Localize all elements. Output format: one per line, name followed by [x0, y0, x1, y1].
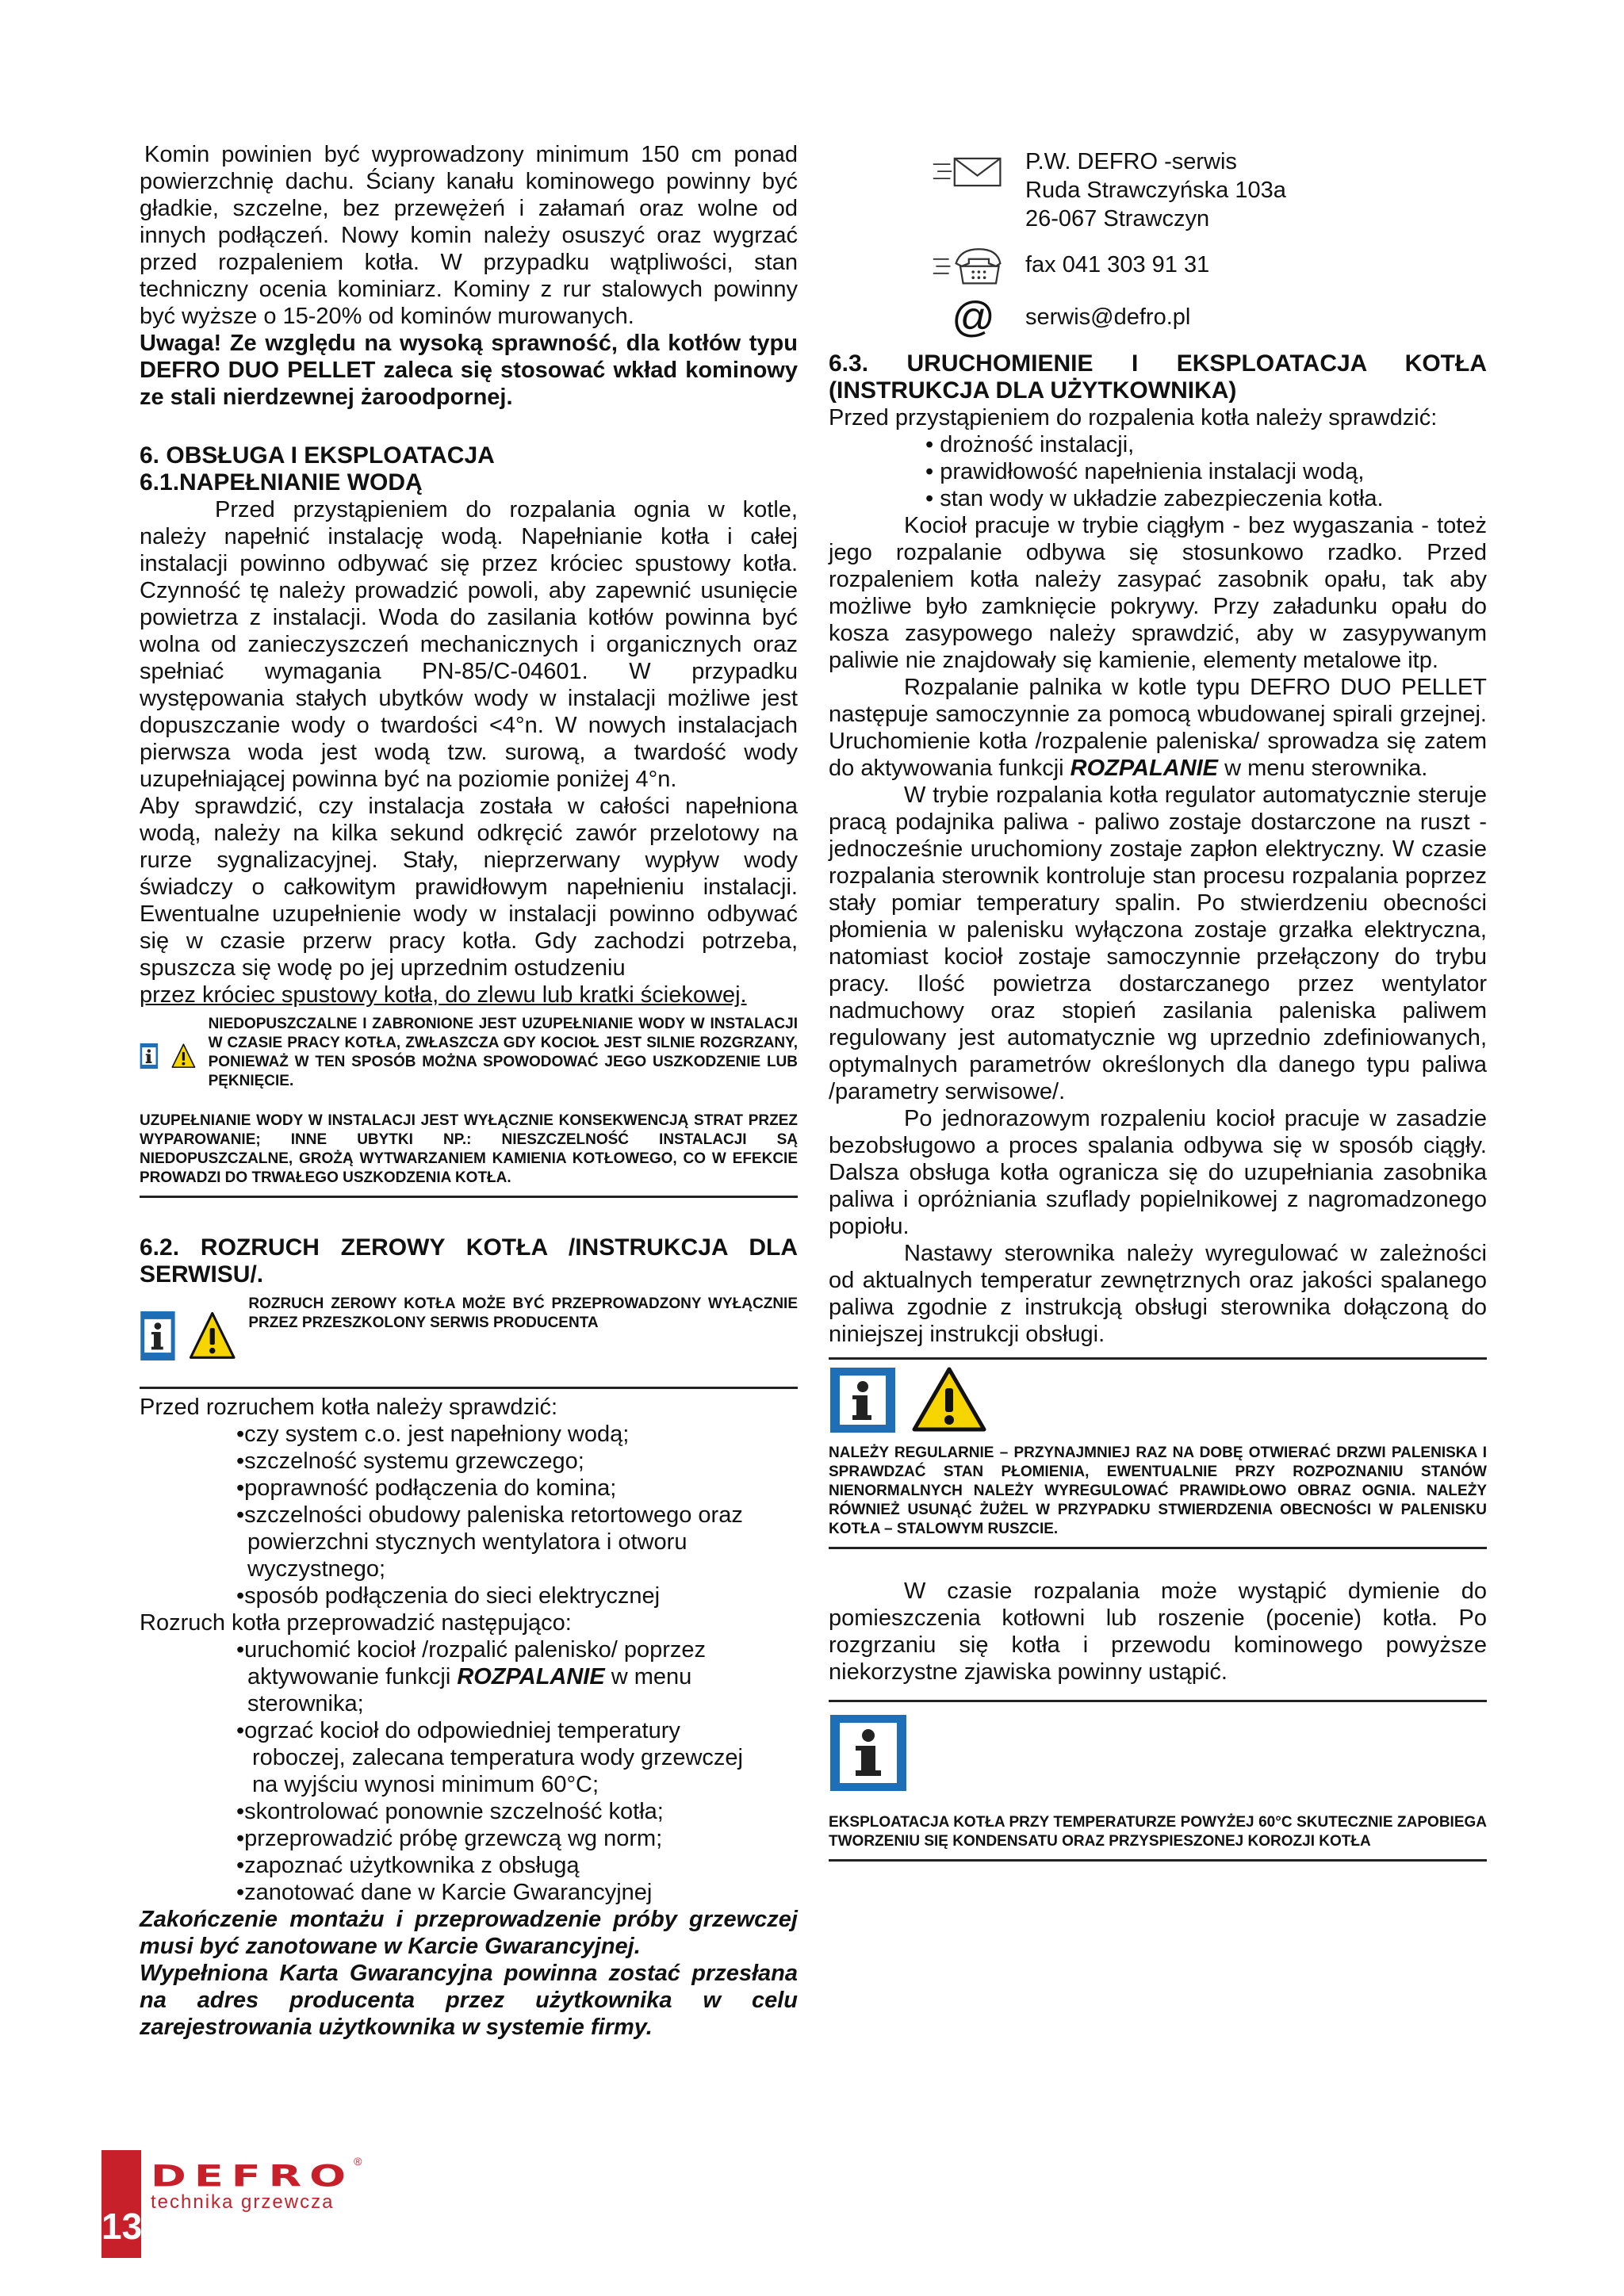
- warning-1-text: NIEDOPUSZCZALNE I ZABRONIONE JEST UZUPEŁNIANIE WODY W INSTALACJI W CZASIE PRACY KOTŁA, ZWŁASZCZA GDY KOCIOŁ JEST SILNIE ROZGRZANY, PONIEWAŻ W TEN SPOSÓB MOŻNA SPOWODOWAĆ JEGO USZKODZENIE LUB PĘKNIĘCIE.: [208, 1016, 798, 1089]
- section-6-title: 6. OBSŁUGA I EKSPLOATACJA: [140, 442, 495, 469]
- left-column: [140, 141, 798, 2041]
- startup-list: [140, 1636, 798, 1906]
- closing-note-1: Zakończenie montażu i przeprowadzenie próby grzewczej musi być zanotowane w Karcie Gwarancyjnej.: [140, 1907, 798, 1959]
- divider: [829, 1357, 1487, 1360]
- info-icon: [140, 1015, 159, 1097]
- warning-box-4: [829, 1713, 1487, 1799]
- contact-city: 26-067 Strawczyn: [1025, 206, 1210, 232]
- contact-name: P.W. DEFRO -serwis: [1025, 149, 1237, 174]
- fill-paragraph-2-last-text: przez króciec spustowy kotła, do zlewu lub kratki ściekowej.: [140, 982, 747, 1008]
- divider: [829, 1859, 1487, 1862]
- info-icon: [140, 1295, 176, 1377]
- list-item: •czy system c.o. jest napełniony wodą;: [236, 1422, 630, 1447]
- check-intro: Przed przystąpieniem do rozpalenia kotła należy sprawdzić:: [829, 405, 1438, 430]
- fill-paragraph-2: Aby sprawdzić, czy instalacja została w całości napełniona wodą, należy na kilka sekund odkręcić zawór przelotowy na rurze sygnalizacyjnej. Stały, nieprzerwany wypływ wody świadczy o całkowitym prawidłowym napełnieniu instalacji. Ewentualne uzupełnienie wody w instalacji powinno odbywać się w czasie przerw pracy kotła. Gdy zachodzi potrzeba, spuszcza się wodę po jej uprzednim ostudzeniu: [140, 794, 798, 981]
- warning-2-text: ROZRUCH ZEROWY KOTŁA MOŻE BYĆ PRZEPROWADZONY WYŁĄCZNIE PRZEZ PRZESZKOLONY SERWIS PRODUCENTA: [248, 1295, 798, 1331]
- list-item-text: aktywowanie funkcji: [247, 1664, 458, 1689]
- list-item: roboczej, zalecana temperatura wody grzewczej: [252, 1745, 743, 1770]
- check-intro: Przed rozruchem kotła należy sprawdzić:: [140, 1395, 558, 1420]
- warning-1-extra: UZUPEŁNIANIE WODY W INSTALACJI JEST WYŁĄCZNIE KONSEKWENCJĄ STRAT PRZEZ WYPAROWANIE; INNE UBYTKI NP.: NIESZCZELNOŚĆ INSTALACJI SĄ NIEDOPUSZCZALNE, GROŻĄ WYTWARZANIEM KAMIENIA KOTŁOWEGO, CO W EFEKCIE PROWADZI DO TRWAŁEGO USZKODZENIA KOTŁA.: [140, 1112, 798, 1186]
- warning-4-text: EKSPLOATACJA KOTŁA PRZY TEMPERATURZE POWYŻEJ 60°C SKUTECZNIE ZAPOBIEGA TWORZENIU SIĘ KONDENSATU ORAZ PRZYSPIESZONEJ KOROZJI KOTŁA: [829, 1814, 1487, 1850]
- list-item: •uruchomić kocioł /rozpalić palenisko/ poprzez: [236, 1637, 707, 1663]
- paragraph-text: Rozpalanie palnika w kotle typu DEFRO DUO PELLET następuje samoczynnie za pomocą wbudowanej spirali grzejnej. Uruchomienie kotła /rozpalenie paleniska/ sprowadza się zatem do aktywowania funkcji: [829, 675, 1487, 781]
- list-item: wyczystnego;: [247, 1556, 386, 1582]
- contact-email[interactable]: serwis@defro.pl: [1025, 304, 1191, 330]
- brand-name: DEFRO: [151, 2158, 354, 2194]
- list-item: • prawidłowość napełnienia instalacji wodą,: [925, 459, 1365, 484]
- list-item: •zapoznać użytkownika z obsługą: [236, 1853, 580, 1878]
- list-item: •sposób podłączenia do sieci elektrycznej: [236, 1583, 661, 1609]
- contact-street: Ruda Strawczyńska 103a: [1025, 178, 1286, 203]
- divider: [829, 1700, 1487, 1702]
- brand-tagline: technika grzewcza: [151, 2191, 335, 2213]
- warning-box-3: [829, 1366, 1487, 1434]
- closing-note-2: Wypełniona Karta Gwarancyjna powinna zostać przesłana na adres producenta przez użytkownika w celu zarejestrowania użytkownika w systemie firmy.: [140, 1961, 798, 2040]
- fill-paragraph-1: Przed przystąpieniem do rozpalania ognia w kotle, należy napełnić instalację wodą. Napełnianie kotła i całej instalacji powinno odbywać się przez króciec spustowy kotła. Czynność tę należy prowadzić powoli, aby zapewnić usunięcie powietrza z instalacji. Woda do zasilania kotłów powinna być wolna od zanieczyszczeń mechanicznych i organicznych oraz spełniać wymagania PN-85/C-04601. W przypadku występowania stałych ubytków wody w instalacji możliwe jest dopuszczanie wody o twardości <4°n. W nowych instalacjach pierwsza woda jest wodą tzw. surową, a twardość wody uzupełniającej powinna być na poziomie poniżej 4°n.: [140, 497, 798, 792]
- list-item: [236, 1663, 798, 1690]
- list-item: • stan wody w układzie zabezpieczenia kotła.: [925, 486, 1384, 511]
- at-symbol: @: [952, 293, 995, 341]
- list-item: powierzchni stycznych wentylatora i otworu: [247, 1529, 688, 1555]
- operation-paragraph-1: Kocioł pracuje w trybie ciągłym - bez wygaszania - toteż jego rozpalanie odbywa się stosunkowo rzadko. Przed rozpaleniem kotła należy zasypać zasobnik opału, tak aby możliwe było zamknięcie pokrywy. Przy załadunku opału do kosza zasypowego należy sprawdzić, aby w zasypywanym paliwie nie znajdowały się kamienie, elementy metalowe itp.: [829, 513, 1487, 673]
- startup-intro: Rozruch kotła przeprowadzić następująco:: [140, 1610, 572, 1636]
- paragraph-text: w menu sterownika.: [1218, 756, 1428, 781]
- warning-3-text: NALEŻY REGULARNIE – PRZYNAJMNIEJ RAZ NA DOBĘ OTWIERAĆ DRZWI PALENISKA I SPRAWDZAĆ STAN PŁOMIENIA, EWENTUALNIE PRZY ROZPOZNANIU STANÓW NIENORMALNYCH NALEŻY WYREGULOWAĆ PRAWIDŁOWO OBRAZ OGNIA. NALEŻY RÓWNIEŻ USUNĄĆ ŻUŻEL W PRZYPADKU STWIERDZENIA OBECNOŚCI W PALENISKU KOTŁA – STALOWYM RUSZCIE.: [829, 1445, 1487, 1537]
- warning-triangle-icon: [189, 1295, 236, 1377]
- envelope-icon: [932, 152, 1003, 233]
- check-list: [829, 431, 1487, 512]
- list-item: •ogrzać kocioł do odpowiedniej temperatury: [236, 1718, 680, 1743]
- operation-paragraph-3: W trybie rozpalania kotła regulator automatycznie steruje pracą podajnika paliwa - paliwo zostaje dostarczone na ruszt - jednocześnie uruchomiony zostaje zapłon elektryczny. W czasie rozpalania sterownik kontroluje stan procesu rozpalania poprzez stały pomiar temperatury spalin. Po stwierdzeniu obecności płomienia w palenisku wyłączona zostaje grzałka elektryczna, natomiast kocioł zostaje samoczynnie przełączony do trybu pracy. Ilość powietrza dostarczanego przez wentylator nadmuchowy oraz stopień zasilania paleniska paliwem regulowany jest automatycznie wg uprzednio zdefiniowanych, optymalnych parametrów określonych dla danego typu paliwa /parametry serwisowe/.: [829, 783, 1487, 1104]
- operation-paragraph-2: [829, 674, 1487, 782]
- list-item: na wyjściu wynosi minimum 60°C;: [252, 1772, 599, 1797]
- operation-paragraph-4: Po jednorazowym rozpaleniu kocioł pracuje w zasadzie bezobsługowo a proces spalania odbywa się w sposób ciągły. Dalsza obsługa kotła ogranicza się do uzupełniania zasobnika paliwa i opróżniania szuflady popielnikowej z nagromadzonego popiołu.: [829, 1106, 1487, 1239]
- chimney-warning: Uwaga! Ze względu na wysoką sprawność, dla kotłów typu DEFRO DUO PELLET zaleca się stosować wkład kominowy ze stali nierdzewnej żaroodpornej.: [140, 331, 798, 410]
- info-icon: [829, 1713, 908, 1793]
- list-item: •poprawność podłączenia do komina;: [236, 1475, 617, 1501]
- warning-box-1: [140, 1015, 798, 1097]
- check-list: [140, 1421, 798, 1609]
- list-item: sterownika;: [247, 1691, 364, 1716]
- at-icon: [932, 293, 1003, 341]
- section-6-3-title: 6.3. URUCHOMIENIE I EKSPLOATACJA KOTŁA (INSTRUKCJA DLA UŻYTKOWNIKA): [829, 350, 1487, 404]
- info-icon: [829, 1366, 897, 1434]
- section-6-2-title: 6.2. ROZRUCH ZEROWY KOTŁA /INSTRUKCJA DLA SERWISU/.: [140, 1234, 798, 1288]
- list-item: • drożność instalacji,: [925, 432, 1135, 457]
- divider: [140, 1387, 798, 1389]
- registered-mark: ®: [354, 2155, 362, 2168]
- contact-fax: fax 041 303 91 31: [1025, 252, 1210, 277]
- operation-paragraph-6: W czasie rozpalania może wystąpić dymienie do pomieszczenia kotłowni lub roszenie (pocenie) kotła. Po rozgrzaniu się kotła i przewodu kominowego powyższe niekorzystne zjawiska powinny ustąpić.: [829, 1578, 1487, 1685]
- list-item: •skontrolować ponownie szczelność kotła;: [236, 1799, 664, 1824]
- fax-icon: [932, 241, 1003, 289]
- fill-paragraph-2-last: [140, 982, 798, 1008]
- warning-box-2: [140, 1295, 798, 1377]
- chimney-paragraph: Komin powinien być wyprowadzony minimum 150 cm ponad powierzchnię dachu. Ściany kanału kominowego powinny być gładkie, szczelne, bez przewężeń i załamań oraz wolne od innych podłączeń. Nowy komin należy osuszyć oraz wygrzać przed rozpaleniem kotła. W przypadku wątpliwości, stan techniczny ocenia kominiarz. Kominy z rur stalowych powinny być wyższe o 15-20% od kominów murowanych.: [140, 142, 798, 329]
- list-item-text: w menu: [604, 1664, 692, 1689]
- list-item: •szczelność systemu grzewczego;: [236, 1448, 584, 1474]
- list-item: •szczelności obudowy paleniska retortowego oraz: [236, 1502, 743, 1528]
- right-column: [829, 146, 1487, 1862]
- page-number: 13: [102, 2206, 143, 2247]
- brand-logo: [151, 2155, 362, 2214]
- list-item: •zanotować dane w Karcie Gwarancyjnej: [236, 1880, 653, 1905]
- section-6-1-title: 6.1.NAPEŁNIANIE WODĄ: [140, 469, 423, 496]
- function-name: ROZPALANIE: [1070, 756, 1219, 781]
- contact-block: [829, 146, 1487, 341]
- list-item: •przeprowadzić próbę grzewczą wg norm;: [236, 1826, 663, 1851]
- warning-triangle-icon: [171, 1015, 196, 1097]
- warning-triangle-icon: [911, 1366, 987, 1434]
- operation-paragraph-5: Nastawy sterownika należy wyregulować w zależności od aktualnych temperatur zewnętrznych oraz jakości spalanego paliwa zgodnie z instrukcją obsługi sterownika dołączoną do niniejszej instrukcji obsługi.: [829, 1241, 1487, 1347]
- function-name: ROZPALANIE: [457, 1664, 605, 1689]
